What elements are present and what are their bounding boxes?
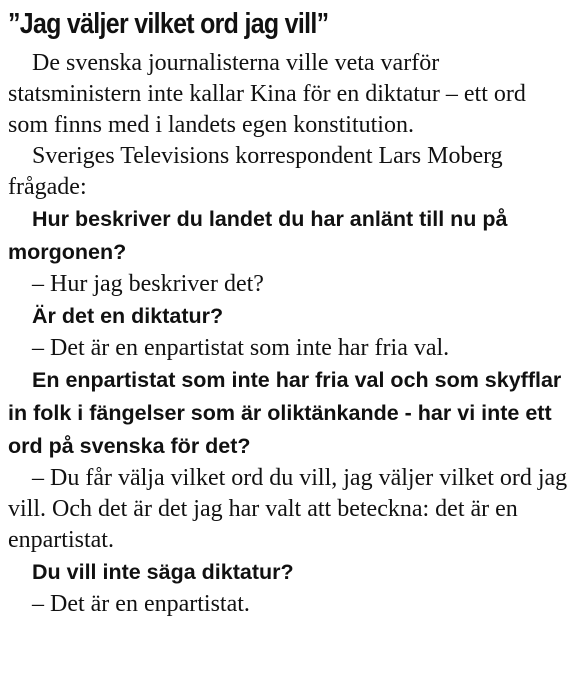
article-body (8, 48, 568, 620)
headline: ”Jag väljer vilket ord jag vill” (8, 8, 329, 40)
question-line: Hur beskriver du landet du har anlänt till nu på morgonen? (8, 207, 508, 264)
article (8, 4, 568, 620)
answer-line: – Du får välja vilket ord du vill, jag väljer vilket ord jag vill. Och det är det jag har valt att beteckna: det är en enpartistat. (8, 465, 568, 553)
question-line: Är det en diktatur? (32, 304, 224, 328)
intro-paragraph: Sveriges Televisions korrespondent Lars Moberg frågade: (8, 143, 503, 200)
question-line: En enpartistat som inte har fria val och som skyfflar in folk i fängelser som är oliktänkande - har vi inte ett ord på svenska för det? (8, 368, 562, 458)
answer-line: – Det är en enpartistat. (32, 591, 250, 617)
question-line: Du vill inte säga diktatur? (32, 560, 294, 584)
answer-line: – Hur jag beskriver det? (32, 271, 264, 297)
answer-line: – Det är en enpartistat som inte har fria val. (32, 335, 450, 361)
intro-paragraph: De svenska journalisterna ville veta varför statsministern inte kallar Kina för en diktatur – ett ord som finns med i landets egen konstitution. (8, 50, 526, 138)
dialogue (8, 203, 568, 620)
